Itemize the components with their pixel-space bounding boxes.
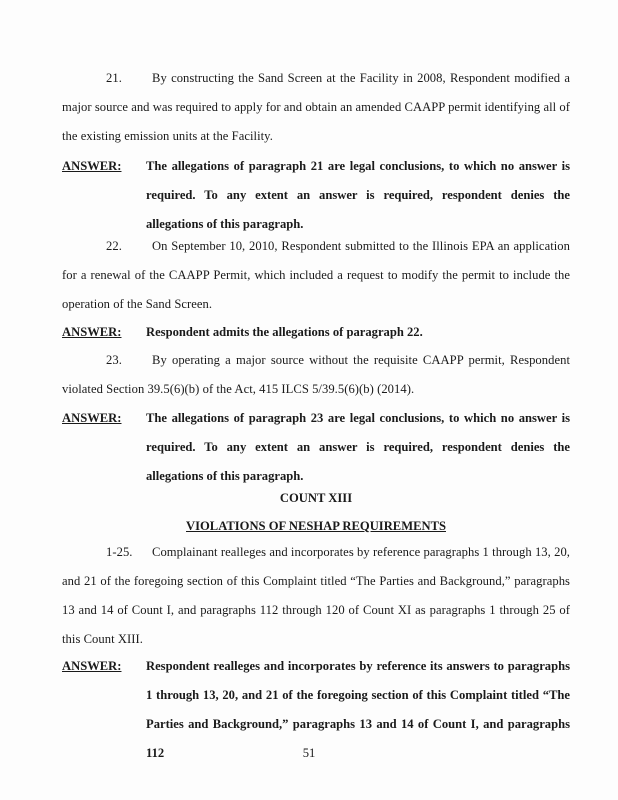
- answer-label: ANSWER:: [62, 659, 122, 673]
- paragraph-number: 23.: [106, 353, 122, 367]
- paragraph-1-25: [62, 538, 570, 654]
- paragraph-text: By operating a major source without the requisite CAAPP permit, Respondent violated Section 39.5(6)(b) of the Act, 415 ILCS 5/39.5(6)(b) (2014).: [62, 353, 570, 396]
- answer-label: ANSWER:: [62, 411, 122, 425]
- paragraph-text: On September 10, 2010, Respondent submitted to the Illinois EPA an application for a renewal of the CAAPP Permit, which included a request to modify the permit to include the operation of the Sand Screen.: [62, 239, 570, 311]
- answer-text: The allegations of paragraph 23 are legal conclusions, to which no answer is required. To any extent an answer is required, respondent denies the allegations of this paragraph.: [146, 411, 570, 483]
- paragraph-text: Complainant realleges and incorporates by reference paragraphs 1 through 13, 20, and 21 of the foregoing section of this Complaint titled “The Parties and Background,” paragraphs 13 and 14 of Count I, and paragraphs 112 through 120 of Count XI as paragraphs 1 through 25 of this Count XIII.: [62, 545, 570, 646]
- count-heading: COUNT XIII: [279, 491, 353, 505]
- paragraph-number: 22.: [106, 239, 122, 253]
- paragraph-21: [62, 64, 570, 151]
- page-number: 51: [302, 746, 316, 760]
- paragraph-22: [62, 232, 570, 319]
- paragraph-23: [62, 346, 570, 404]
- answer-text: Respondent admits the allegations of paragraph 22.: [146, 325, 423, 339]
- answer-text: The allegations of paragraph 21 are legal conclusions, to which no answer is required. To any extent an answer is required, respondent denies the allegations of this paragraph.: [146, 159, 570, 231]
- answer-text: Respondent realleges and incorporates by reference its answers to paragraphs 1 through 13, 20, and 21 of the foregoing section of this Complaint titled “The Parties and Background,” paragraphs 13 and 14 of Count I, and paragraphs 112: [146, 659, 570, 760]
- answer-label: ANSWER:: [62, 325, 122, 339]
- paragraph-number: 1-25.: [106, 545, 133, 559]
- answer-label: ANSWER:: [62, 159, 122, 173]
- answer-22: [62, 318, 570, 347]
- count-subheading: VIOLATIONS OF NESHAP REQUIREMENTS: [186, 519, 446, 533]
- paragraph-text: By constructing the Sand Screen at the Facility in 2008, Respondent modified a major source and was required to apply for and obtain an amended CAAPP permit identifying all of the existing emission units at the Facility.: [62, 71, 570, 143]
- answer-23: [62, 404, 570, 491]
- answer-21: [62, 152, 570, 239]
- paragraph-number: 21.: [106, 71, 122, 85]
